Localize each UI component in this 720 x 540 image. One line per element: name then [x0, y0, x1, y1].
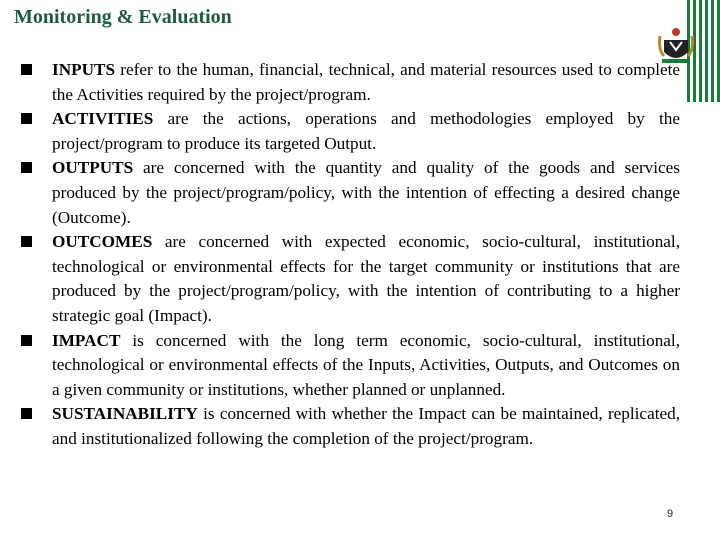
term: INPUTS: [52, 60, 116, 79]
bullet-list: [18, 58, 680, 452]
list-item: [18, 329, 680, 403]
definition: are concerned with the quantity and quality of the goods and services produced by the project/program/policy, with the intention of effecting a desired change (Outcome).: [52, 158, 680, 227]
square-bullet-icon: [21, 113, 32, 124]
definition: is concerned with whether the Impact can be maintained, replicated, and institutionalized following the completion of the project/program.: [52, 404, 680, 448]
definition: are the actions, operations and methodologies employed by the project/program to produce its targeted Output.: [52, 109, 680, 153]
square-bullet-icon: [21, 335, 32, 346]
term: OUTPUTS: [52, 158, 134, 178]
definition: are concerned with expected economic, socio-cultural, institutional, technological or environmental effects for the target community or institutions that are produced by the project/program/policy, with the intention of contributing to a higher strategic goal (Impact).: [52, 232, 680, 325]
page-number: 9: [667, 508, 674, 520]
definition: is concerned with the long term economic, socio-cultural, institutional, technological or environmental effects of the Inputs, Activities, Outputs, and Outcomes on a given community or institutions, whether planned or unplanned.: [52, 330, 680, 399]
list-item: [18, 107, 680, 156]
term: IMPACT: [52, 330, 121, 350]
square-bullet-icon: [21, 162, 32, 173]
square-bullet-icon: [21, 408, 32, 419]
term: ACTIVITIES: [52, 109, 154, 129]
definition: refer to the human, financial, technical, and material resources used to complete the Activities required by the project/program.: [52, 60, 680, 104]
list-item: [18, 58, 680, 107]
term: OUTCOMES: [52, 232, 153, 252]
list-item: [18, 402, 680, 451]
slide-title: Monitoring & Evaluation: [14, 6, 232, 28]
list-item: [18, 230, 680, 328]
square-bullet-icon: [21, 236, 32, 247]
square-bullet-icon: [21, 64, 32, 75]
list-item: [18, 156, 680, 230]
term: SUSTAINABILITY: [52, 404, 198, 424]
